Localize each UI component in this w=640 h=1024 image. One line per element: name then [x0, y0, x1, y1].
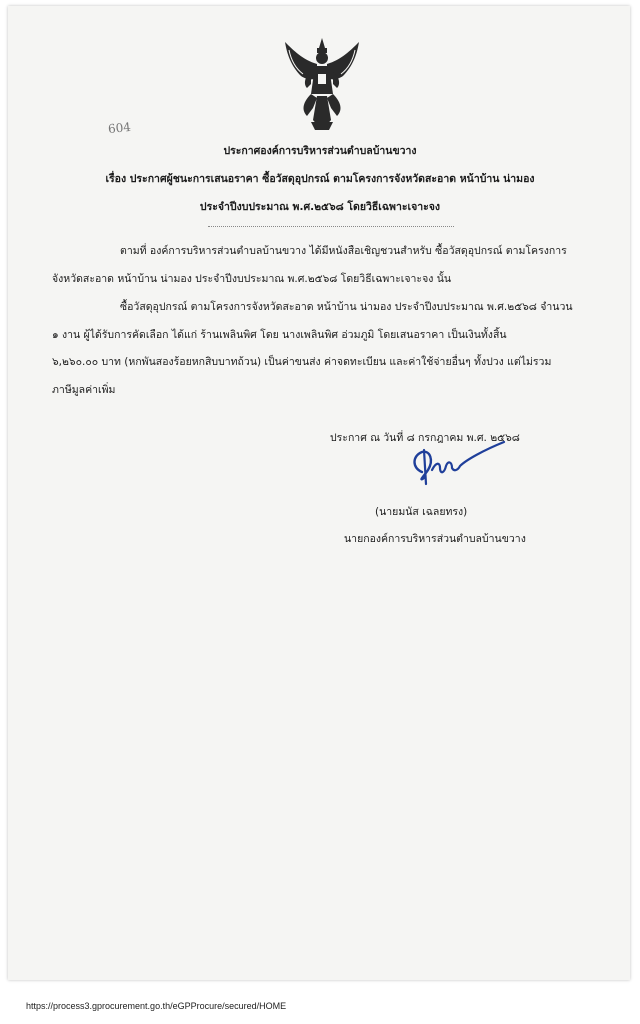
header-divider [208, 226, 454, 227]
document-subject-line2: ประจำปีงบประมาณ พ.ศ.๒๕๖๘ โดยวิธีเฉพาะเจาะจง [199, 201, 441, 213]
body-line: ภาษีมูลค่าเพิ่ม [52, 384, 116, 396]
signer-name: (นายมนัส เฉลยทรง) [375, 506, 468, 518]
body-line: ตามที่ องค์การบริหารส่วนตำบลบ้านขวาง ได้มีหนังสือเชิญชวนสำหรับ ซื้อวัสดุอุปกรณ์ ตามโครงการ [120, 245, 567, 257]
document-subject: เรื่อง ประกาศผู้ชนะการเสนอราคา ซื้อวัสดุอุปกรณ์ ตามโครงการจังหวัดสะอาด หน้าบ้าน น่ามอง [105, 173, 535, 185]
body-line: ซื้อวัสดุอุปกรณ์ ตามโครงการจังหวัดสะอาด หน้าบ้าน น่ามอง ประจำปีงบประมาณ พ.ศ.๒๕๖๘ จำนวน [120, 301, 573, 313]
handwritten-signature [404, 438, 508, 496]
body-line: ๖,๒๖๐.๐๐ บาท (หกพันสองร้อยหกสิบบาทถ้วน) เป็นค่าขนส่ง ค่าจดทะเบียน และค่าใช้จ่ายอื่นๆ ทั้งปวง แต่ไม่รวม [52, 356, 552, 368]
handwritten-note: 604 [107, 119, 132, 137]
signer-title: นายกองค์การบริหารส่วนตำบลบ้านขวาง [344, 533, 526, 545]
body-line: จังหวัดสะอาด หน้าบ้าน น่ามอง ประจำปีงบประมาณ พ.ศ.๒๕๖๘ โดยวิธีเฉพาะเจาะจง นั้น [52, 273, 452, 285]
body-line: ๑ งาน ผู้ได้รับการคัดเลือก ได้แก่ ร้านเพลินพิศ โดย นางเพลินพิศ อ่วมภูมิ โดยเสนอราคา เป็นเงินทั้งสิ้น [52, 329, 507, 341]
document-heading: ประกาศองค์การบริหารส่วนตำบลบ้านขวาง [223, 145, 417, 157]
footer-url[interactable]: https://process3.gprocurement.go.th/eGPProcure/secured/HOME [26, 1001, 287, 1011]
garuda-emblem-icon [281, 36, 363, 132]
announcement-date: ประกาศ ณ วันที่ ๘ กรกฎาคม พ.ศ. ๒๕๖๘ [330, 432, 520, 444]
